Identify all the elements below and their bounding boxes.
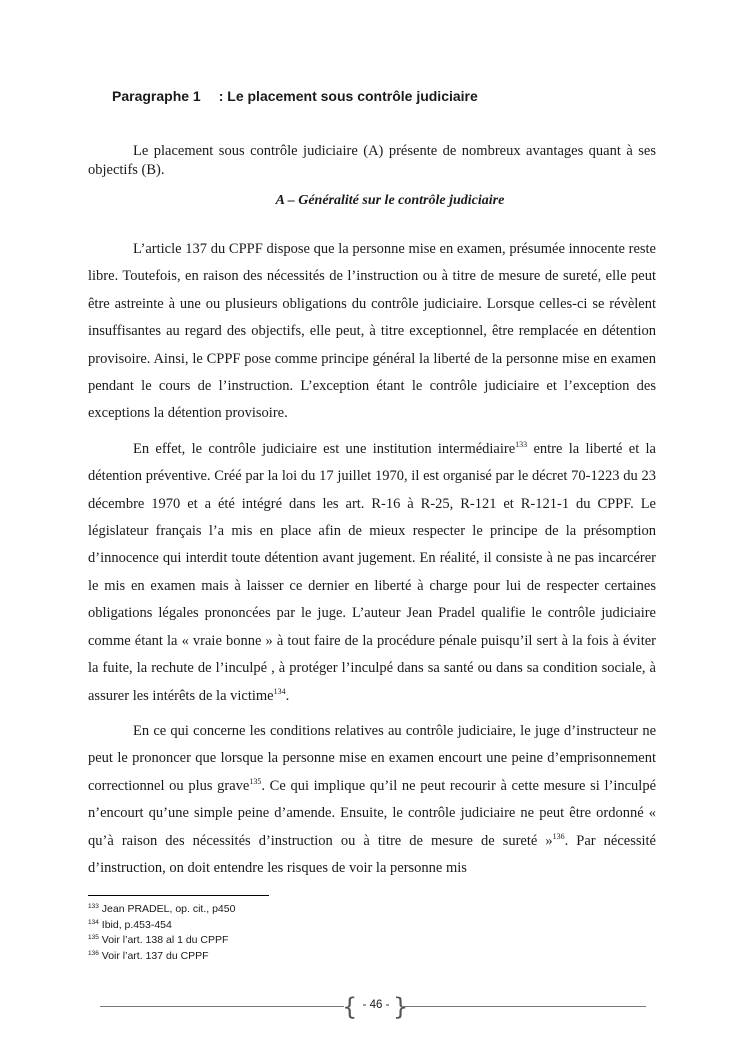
page-number: - 46 -	[362, 999, 390, 1011]
heading-title: : Le placement sous contrôle judiciaire	[218, 88, 478, 104]
paragraph-2-part-a: En effet, le contrôle judiciaire est une institution intermédiaire	[133, 440, 516, 457]
footnote-item	[88, 902, 235, 918]
footnote-number: 133	[88, 903, 99, 910]
footnote-ref-136: 136	[552, 831, 565, 841]
footnote-ref-133: 133	[515, 439, 528, 449]
footnote-number: 136	[88, 949, 99, 957]
paragraph-2-part-b: entre la liberté et la détention préventive. Créé par la loi du 17 juillet 1970, il est organisé par le décret 70-1223 du 23 décembre 1970 et a été intégré dans les art. R-16 à R-25, R-121 et R-121-1 du CPPF. Le législateur français l’a mis en place afin de mieux respecter le principe de la présomption d’innocence qui interdit toute détention avant jugement. En réalité, il consiste à ne pas incarcérer le mis en examen mais à laisser ce dernier en liberté à charge pour lui de respecter certaines obligations légales prononcées par le juge. L’auteur Jean Pradel qualifie le contrôle judiciaire comme étant la « vraie bonne » à tout faire de la procédure pénale puisqu’il sert à la fois à éviter la fuite, la rechute de l’inculpé , à protéger l’inculpé dans sa santé ou dans sa condition sociale, à assurer les intérêts de la victime	[88, 440, 656, 704]
paragraph-2	[88, 436, 656, 710]
footnote-number: 134	[88, 918, 99, 926]
footnote-item	[88, 933, 235, 949]
paragraph-1: L’article 137 du CPPF dispose que la personne mise en examen, présumée innocente reste libre. Toutefois, en raison des nécessités de l’instruction ou à titre de mesure de sureté, elle peut être astreinte à une ou plusieurs obligations du contrôle judiciaire. Lorsque celles-ci se révèlent insuffisantes au regard des objectifs, elle peut, à titre exceptionnel, être remplacée en détention provisoire. Ainsi, le CPPF pose comme principe général la liberté de la personne mise en examen pendant le cours de l’instruction. L’exception étant le contrôle judiciaire et l’exception des exceptions la détention provisoire.	[88, 241, 656, 422]
paragraph-3-part-c: . Par nécessité d’instruction, on doit entendre les risques de voir la personne mis	[88, 832, 656, 876]
footnote-ref-135: 135	[249, 776, 262, 786]
footnotes	[88, 902, 235, 964]
intro-paragraph	[88, 142, 656, 180]
page-footer	[100, 990, 646, 1024]
paragraph-3-part-a: En ce qui concerne les conditions relatives au contrôle judiciaire, le juge d’instructeur ne peut le prononcer que lorsque la personne mise en examen encourt une peine d’emprisonnement correctionnel ou plus grave	[88, 722, 656, 794]
paragraph-3-part-b: . Ce qui implique qu’il ne peut recourir à cette mesure si l’inculpé n’encourt qu’une simple peine d’amende. Ensuite, le contrôle judiciaire ne peut être ordonné « qu’à raison des nécessités d’instruction ou à titre de mesure de sureté »	[88, 777, 656, 849]
footnote-text: Voir l’art. 137 du CPPF	[101, 949, 209, 962]
subheading: A – Généralité sur le contrôle judiciaire	[275, 193, 505, 208]
body-text	[88, 236, 656, 890]
footnote-ref-134: 134	[273, 686, 286, 696]
footnote-item	[88, 918, 235, 934]
footnote-number: 135	[88, 934, 99, 941]
footer-rule-left	[100, 1006, 344, 1007]
section-heading	[112, 88, 478, 104]
paragraph-2-part-c: .	[285, 687, 290, 704]
footnote-divider	[88, 895, 269, 896]
footnote-text: Jean PRADEL, op. cit., p450	[101, 903, 236, 915]
footer-rule-right	[400, 1006, 646, 1007]
footer-bracket-open-icon: {	[342, 993, 358, 1021]
paragraph-3	[88, 718, 656, 882]
intro-text: Le placement sous contrôle judiciaire (A) présente de nombreux avantages quant à ses objectifs (B).	[88, 143, 656, 178]
footnote-item	[88, 949, 235, 965]
footnote-text: Ibid, p.453-454	[101, 918, 172, 931]
footer-bracket-close-icon: }	[393, 993, 409, 1021]
heading-label: Paragraphe 1	[112, 88, 201, 104]
footnote-text: Voir l’art. 138 al 1 du CPPF	[101, 934, 229, 946]
